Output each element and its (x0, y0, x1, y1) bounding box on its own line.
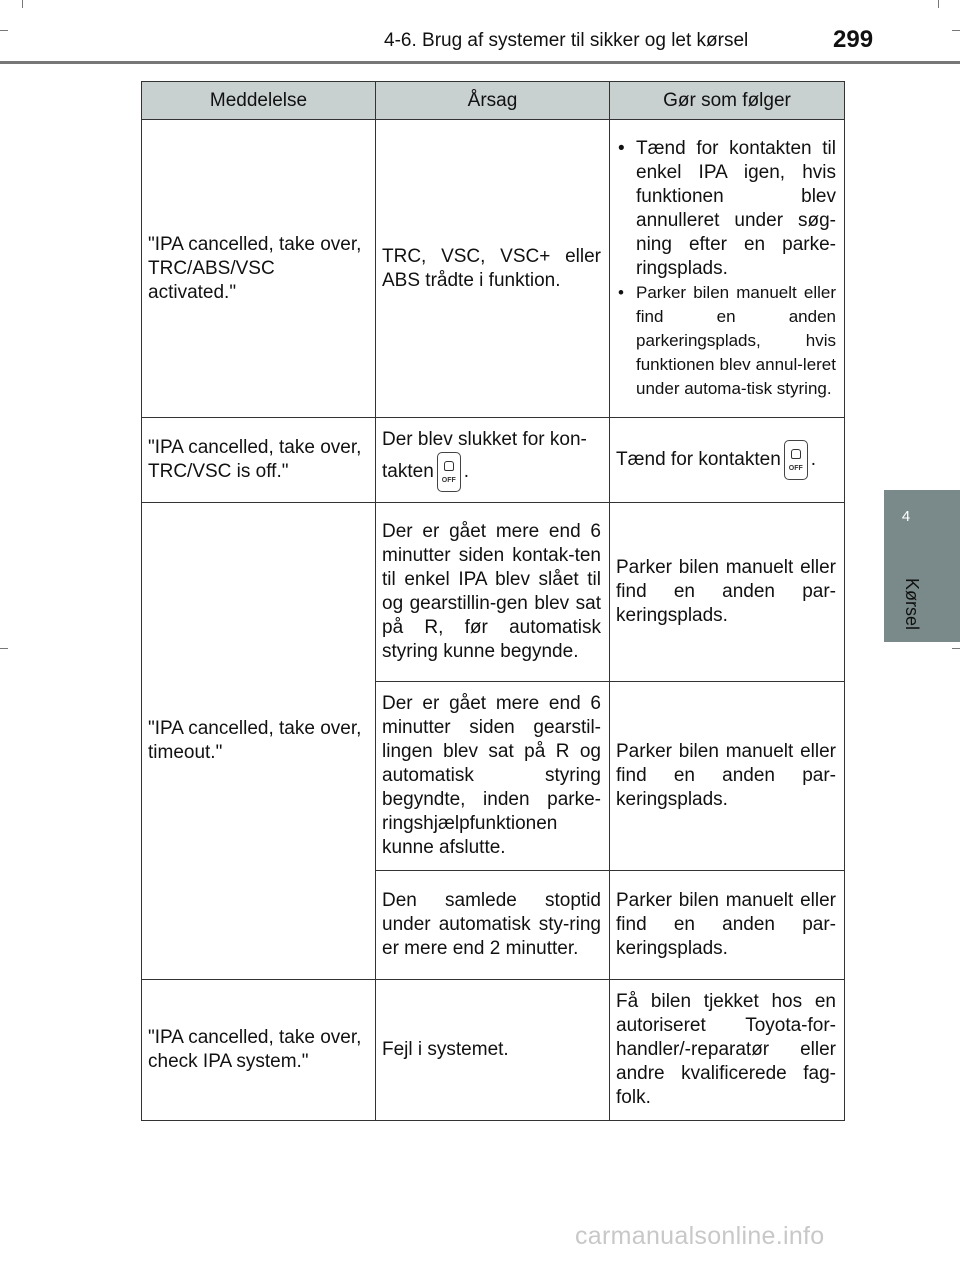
cause-cell: Den samlede stoptid under automatisk sty-ring er mere end 2 minutter. (376, 871, 610, 980)
section-title: 4-6. Brug af systemer til sikker og let kørsel (384, 30, 749, 51)
message-cell: "IPA cancelled, take over, TRC/VSC is off." (142, 418, 376, 503)
message-cell: "IPA cancelled, take over, timeout." (142, 503, 376, 980)
table-row (142, 120, 845, 418)
crop-mark (938, 0, 939, 8)
cause-cell: Der er gået mere end 6 minutter siden kontak-ten til enkel IPA blev slået til og gearstillin-gen blev sat på R, før automatisk styring kunne begynde. (376, 503, 610, 682)
table-header-row (142, 82, 845, 120)
crop-mark (952, 30, 960, 31)
column-header: Meddelelse (142, 82, 376, 120)
cause-line: Der blev slukket for kon- (382, 429, 587, 450)
action-text: Tænd for kontakten (616, 449, 781, 471)
crop-mark (952, 648, 960, 649)
action-cell: Parker bilen manuelt eller find en anden par-keringsplads. (610, 871, 845, 980)
cause-cell: TRC, VSC, VSC+ eller ABS trådte i funktion. (376, 120, 610, 418)
action-cell: Parker bilen manuelt eller find en anden par-keringsplads. (610, 682, 845, 871)
table-row (142, 980, 845, 1121)
action-cell: Tænd for kontaktenOFF . (610, 418, 845, 503)
watermark: carmanualsonline.info (575, 1222, 825, 1250)
chapter-label: Kørsel (902, 578, 922, 631)
cause-text: takten (382, 461, 434, 483)
action-cell (610, 120, 845, 418)
message-cell: "IPA cancelled, take over, check IPA system." (142, 980, 376, 1121)
action-cell: Få bilen tjekket hos en autoriseret Toyota-for-handler/-reparatør eller andre kvalificerede fag-folk. (610, 980, 845, 1121)
chapter-number: 4 (901, 508, 911, 525)
header-divider (0, 61, 960, 64)
vsc-off-icon (437, 452, 461, 492)
page-number: 299 (833, 26, 874, 53)
crop-mark (0, 30, 8, 31)
vsc-off-icon (784, 440, 808, 480)
crop-mark (0, 648, 8, 649)
message-cell: "IPA cancelled, take over, TRC/ABS/VSC activated." (142, 120, 376, 418)
table-row (142, 418, 845, 503)
action-cell: Parker bilen manuelt eller find en anden par-keringsplads. (610, 503, 845, 682)
cause-cell: Der er gået mere end 6 minutter siden gearstil-lingen blev sat på R og automatisk styring begyndte, inden parke-ringshjælpfunktionen kunne afslutte. (376, 682, 610, 871)
list-item: • Tænd for kontakten til enkel IPA igen, hvis funktionen blev annulleret under søg-ning efter en parke-ringsplads. (616, 137, 836, 281)
cause-cell: Der blev slukket for kon- taktenOFF . (376, 418, 610, 503)
message-table (141, 81, 845, 1121)
crop-mark (22, 0, 23, 8)
table-row (142, 503, 845, 682)
column-header: Årsag (376, 82, 610, 120)
list-item: • Parker bilen manuelt eller find en anden parkeringsplads, hvis funktionen blev annul-leret under automa-tisk styring. (616, 281, 836, 401)
cause-cell: Fejl i systemet. (376, 980, 610, 1121)
column-header: Gør som følger (610, 82, 845, 120)
